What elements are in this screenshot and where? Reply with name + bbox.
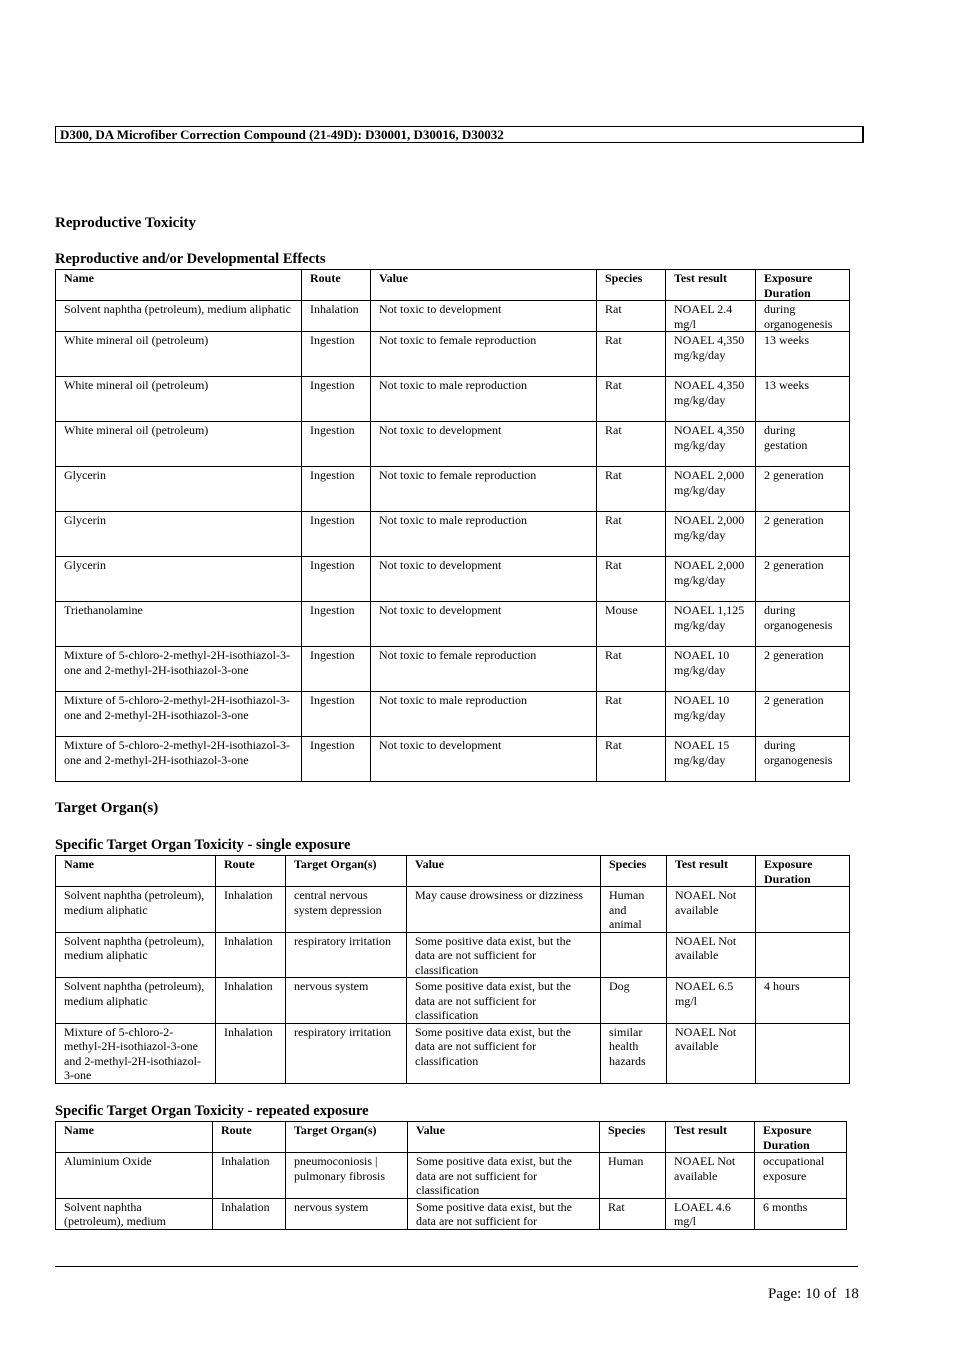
table-cell: Rat [597,692,666,737]
document-header-box [55,126,864,143]
table-cell: White mineral oil (petroleum) [56,332,302,377]
table-cell: occupational exposure [755,1153,847,1199]
table-cell: White mineral oil (petroleum) [56,377,302,422]
column-header: Test result [667,856,756,887]
table-cell: Rat [597,737,666,782]
table-cell: Rat [600,1198,666,1229]
table-row [56,467,850,512]
table-cell: Not toxic to development [371,422,597,467]
table-cell: Mixture of 5-chloro-2-methyl-2H-isothiazol-3-one and 2-methyl-2H-isothiazol-3-one [56,737,302,782]
table-cell: Ingestion [302,422,371,467]
table-cell: NOAEL 1,125 mg/kg/day [666,602,756,647]
column-header: Value [371,270,597,301]
table-cell [601,932,667,978]
table-cell: Ingestion [302,737,371,782]
table-cell: 2 generation [756,557,850,602]
table-cell: Solvent naphtha (petroleum), medium aliphatic [56,887,216,933]
table-cell: nervous system [286,1198,408,1229]
table-cell: Rat [597,377,666,422]
table-cell: NOAEL 4,350 mg/kg/day [666,377,756,422]
table-cell: Not toxic to development [371,602,597,647]
table-cell: Glycerin [56,557,302,602]
stot-single-subheading: Specific Target Organ Toxicity - single exposure [55,837,351,853]
table-cell: Inhalation [213,1198,286,1229]
table-cell: 2 generation [756,467,850,512]
table-cell: Solvent naphtha (petroleum), medium aliphatic [56,301,302,332]
table-header-row [56,856,850,887]
table-row [56,422,850,467]
table-header-row [56,270,850,301]
table-cell [756,1023,850,1083]
page-number: Page: 10 of 18 [768,1286,859,1302]
footer-divider [55,1266,858,1267]
column-header: Name [56,270,302,301]
table-cell: White mineral oil (petroleum) [56,422,302,467]
table-row [56,301,850,332]
table-cell: NOAEL 10 mg/kg/day [666,647,756,692]
column-header: Target Organ(s) [286,1122,408,1153]
table-cell: Rat [597,512,666,557]
table-header-row [56,1122,847,1153]
table-cell: Aluminium Oxide [56,1153,213,1199]
reproductive-effects-subheading: Reproductive and/or Developmental Effects [55,251,326,267]
stot-single-exposure-table [55,855,850,1084]
table-cell: Inhalation [216,932,286,978]
table-row [56,647,850,692]
table-cell: NOAEL 2,000 mg/kg/day [666,467,756,512]
reproductive-toxicity-heading: Reproductive Toxicity [55,215,196,231]
table-cell: Solvent naphtha (petroleum), medium [56,1198,213,1229]
table-cell: Inhalation [216,1023,286,1083]
table-cell: Inhalation [302,301,371,332]
table-cell: 13 weeks [756,377,850,422]
table-cell: Ingestion [302,377,371,422]
reproductive-effects-table [55,269,850,782]
table-cell: Not toxic to female reproduction [371,332,597,377]
table-cell: NOAEL 2.4 mg/l [666,301,756,332]
column-header: Exposure Duration [756,270,850,301]
document-title: D300, DA Microfiber Correction Compound (21-49D): D30001, D30016, D30032 [60,127,504,142]
table-row [56,737,850,782]
table-row [56,332,850,377]
table-cell: during organogenesis [756,301,850,332]
table-cell: NOAEL 2,000 mg/kg/day [666,512,756,557]
table-cell: respiratory irritation [286,932,407,978]
table-row [56,557,850,602]
table-cell: Not toxic to female reproduction [371,647,597,692]
table-cell: Ingestion [302,602,371,647]
column-header: Route [213,1122,286,1153]
table-cell: LOAEL 4.6 mg/l [666,1198,755,1229]
column-header: Test result [666,270,756,301]
table-cell: Some positive data exist, but the data are not sufficient for [408,1198,600,1229]
table-row [56,692,850,737]
table-cell: Not toxic to male reproduction [371,377,597,422]
column-header: Name [56,856,216,887]
table-cell: respiratory irritation [286,1023,407,1083]
table-cell: Glycerin [56,467,302,512]
table-cell: Some positive data exist, but the data are not sufficient for classification [407,1023,601,1083]
table-cell: Dog [601,978,667,1024]
table-cell: Mixture of 5-chloro-2-methyl-2H-isothiazol-3-one and 2-methyl-2H-isothiazol-3-one [56,1023,216,1083]
table-cell: Human [600,1153,666,1199]
table-cell: similar health hazards [601,1023,667,1083]
table-cell: Mouse [597,602,666,647]
column-header: Test result [666,1122,755,1153]
table-cell: Ingestion [302,557,371,602]
table-cell: NOAEL 15 mg/kg/day [666,737,756,782]
column-header: Value [408,1122,600,1153]
table-cell: Not toxic to male reproduction [371,692,597,737]
table-cell: Not toxic to male reproduction [371,512,597,557]
table-cell: Not toxic to development [371,737,597,782]
table-cell: NOAEL Not available [667,932,756,978]
table-cell: Mixture of 5-chloro-2-methyl-2H-isothiazol-3-one and 2-methyl-2H-isothiazol-3-one [56,647,302,692]
table-cell: Rat [597,647,666,692]
stot-repeated-exposure-table [55,1121,847,1230]
table-cell: Rat [597,467,666,512]
table-cell: during organogenesis [756,737,850,782]
table-cell: Not toxic to development [371,301,597,332]
table-cell: Ingestion [302,332,371,377]
table-cell: pneumoconiosis | pulmonary fibrosis [286,1153,408,1199]
table-cell: Mixture of 5-chloro-2-methyl-2H-isothiazol-3-one and 2-methyl-2H-isothiazol-3-one [56,692,302,737]
table-cell: Human and animal [601,887,667,933]
table-cell [756,887,850,933]
table-cell: NOAEL Not available [667,887,756,933]
table-cell: NOAEL 10 mg/kg/day [666,692,756,737]
table-cell: Ingestion [302,512,371,557]
table-cell: Glycerin [56,512,302,557]
table-cell: central nervous system depression [286,887,407,933]
table-cell: Solvent naphtha (petroleum), medium aliphatic [56,932,216,978]
column-header: Exposure Duration [756,856,850,887]
table-cell: Some positive data exist, but the data are not sufficient for classification [408,1153,600,1199]
table-cell: Inhalation [216,978,286,1024]
table-cell: NOAEL 6.5 mg/l [667,978,756,1024]
table-cell: Solvent naphtha (petroleum), medium aliphatic [56,978,216,1024]
column-header: Species [601,856,667,887]
table-cell: Inhalation [213,1153,286,1199]
target-organs-heading: Target Organ(s) [55,800,159,816]
column-header: Exposure Duration [755,1122,847,1153]
table-cell: Rat [597,301,666,332]
table-cell: May cause drowsiness or dizziness [407,887,601,933]
table-cell: NOAEL 4,350 mg/kg/day [666,332,756,377]
table-cell: Rat [597,422,666,467]
table-cell: NOAEL Not available [666,1153,755,1199]
column-header: Species [597,270,666,301]
stot-repeated-subheading: Specific Target Organ Toxicity - repeated exposure [55,1103,369,1119]
table-cell: 4 hours [756,978,850,1024]
table-row [56,377,850,422]
table-cell: 2 generation [756,512,850,557]
table-cell: NOAEL 4,350 mg/kg/day [666,422,756,467]
column-header: Value [407,856,601,887]
table-cell: 13 weeks [756,332,850,377]
table-row [56,1023,850,1083]
table-row [56,512,850,557]
column-header: Target Organ(s) [286,856,407,887]
table-cell: during organogenesis [756,602,850,647]
table-cell: Not toxic to female reproduction [371,467,597,512]
table-cell: Some positive data exist, but the data are not sufficient for classification [407,978,601,1024]
table-cell: Ingestion [302,467,371,512]
table-cell: during gestation [756,422,850,467]
table-row [56,978,850,1024]
table-cell: Triethanolamine [56,602,302,647]
table-cell: 2 generation [756,647,850,692]
table-cell: 6 months [755,1198,847,1229]
table-row [56,1153,847,1199]
column-header: Name [56,1122,213,1153]
table-row [56,932,850,978]
column-header: Species [600,1122,666,1153]
table-cell: 2 generation [756,692,850,737]
table-cell: NOAEL Not available [667,1023,756,1083]
table-cell: nervous system [286,978,407,1024]
table-cell: Ingestion [302,647,371,692]
table-cell: NOAEL 2,000 mg/kg/day [666,557,756,602]
table-cell: Some positive data exist, but the data are not sufficient for classification [407,932,601,978]
table-cell: Inhalation [216,887,286,933]
table-cell: Ingestion [302,692,371,737]
table-row [56,887,850,933]
table-row [56,602,850,647]
table-cell: Rat [597,332,666,377]
table-cell [756,932,850,978]
column-header: Route [216,856,286,887]
table-cell: Rat [597,557,666,602]
column-header: Route [302,270,371,301]
table-cell: Not toxic to development [371,557,597,602]
table-row [56,1198,847,1229]
